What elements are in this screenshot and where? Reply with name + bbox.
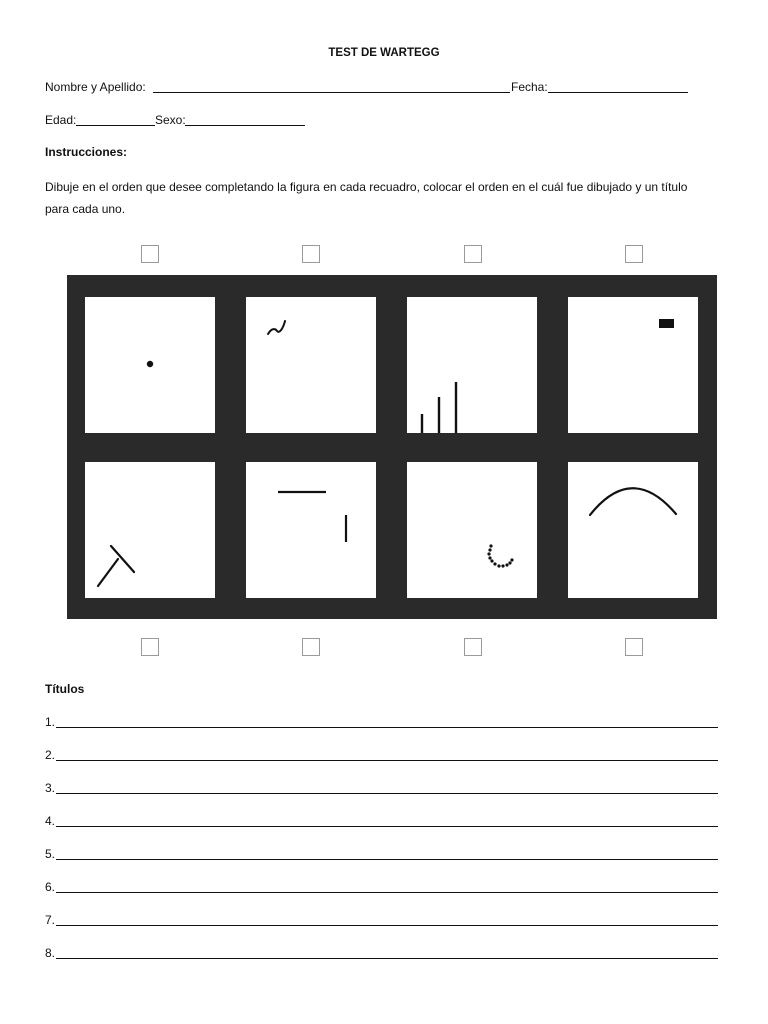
title-number: 4. <box>45 814 56 828</box>
title-row[interactable] <box>45 781 718 795</box>
dotted-arc-stimulus <box>407 462 537 598</box>
title-number: 5. <box>45 847 56 861</box>
name-field[interactable] <box>153 92 510 93</box>
title-number: 1. <box>45 715 56 729</box>
order-checkbox-3[interactable] <box>464 245 482 263</box>
wartegg-grid <box>67 275 717 619</box>
drawing-box-4[interactable] <box>568 297 698 433</box>
angle-lines-stimulus <box>85 462 215 598</box>
drawing-box-6[interactable] <box>246 462 376 598</box>
drawing-box-3[interactable] <box>407 297 537 433</box>
title-number: 6. <box>45 880 56 894</box>
title-row[interactable] <box>45 946 718 960</box>
order-checkbox-4[interactable] <box>625 245 643 263</box>
drawing-box-1[interactable] <box>85 297 215 433</box>
instructions-heading: Instrucciones: <box>45 145 128 159</box>
dot-stimulus <box>85 297 215 433</box>
order-checkbox-8[interactable] <box>625 638 643 656</box>
name-label: Nombre y Apellido: <box>45 80 146 94</box>
drawing-box-8[interactable] <box>568 462 698 598</box>
order-checkbox-1[interactable] <box>141 245 159 263</box>
drawing-box-2[interactable] <box>246 297 376 433</box>
offset-lines-stimulus <box>246 462 376 598</box>
drawing-box-7[interactable] <box>407 462 537 598</box>
age-field[interactable] <box>76 125 155 126</box>
order-checkbox-6[interactable] <box>302 638 320 656</box>
order-checkbox-5[interactable] <box>141 638 159 656</box>
page-title: TEST DE WARTEGG <box>328 47 440 59</box>
title-number: 8. <box>45 946 56 960</box>
bars-stimulus <box>407 297 537 433</box>
curve-stimulus <box>568 462 698 598</box>
title-number: 7. <box>45 913 56 927</box>
title-row[interactable] <box>45 748 718 762</box>
title-row[interactable] <box>45 913 718 927</box>
titles-heading: Títulos <box>45 682 85 696</box>
title-row[interactable] <box>45 880 718 894</box>
title-row[interactable] <box>45 715 718 729</box>
wave-stimulus <box>246 297 376 433</box>
sex-field[interactable] <box>185 125 305 126</box>
age-label: Edad: <box>45 113 77 127</box>
square-stimulus <box>568 297 698 433</box>
date-label: Fecha: <box>511 80 548 94</box>
order-checkbox-7[interactable] <box>464 638 482 656</box>
title-row[interactable] <box>45 814 718 828</box>
date-field[interactable] <box>548 92 688 93</box>
title-row[interactable] <box>45 847 718 861</box>
sex-label: Sexo: <box>155 113 186 127</box>
title-number: 3. <box>45 781 56 795</box>
title-number: 2. <box>45 748 56 762</box>
instructions-text: Dibuje en el orden que desee completando la figura en cada recuadro, colocar el orden en el cuál fue dibujado y un título para cada uno. <box>45 180 688 216</box>
order-checkbox-2[interactable] <box>302 245 320 263</box>
drawing-box-5[interactable] <box>85 462 215 598</box>
